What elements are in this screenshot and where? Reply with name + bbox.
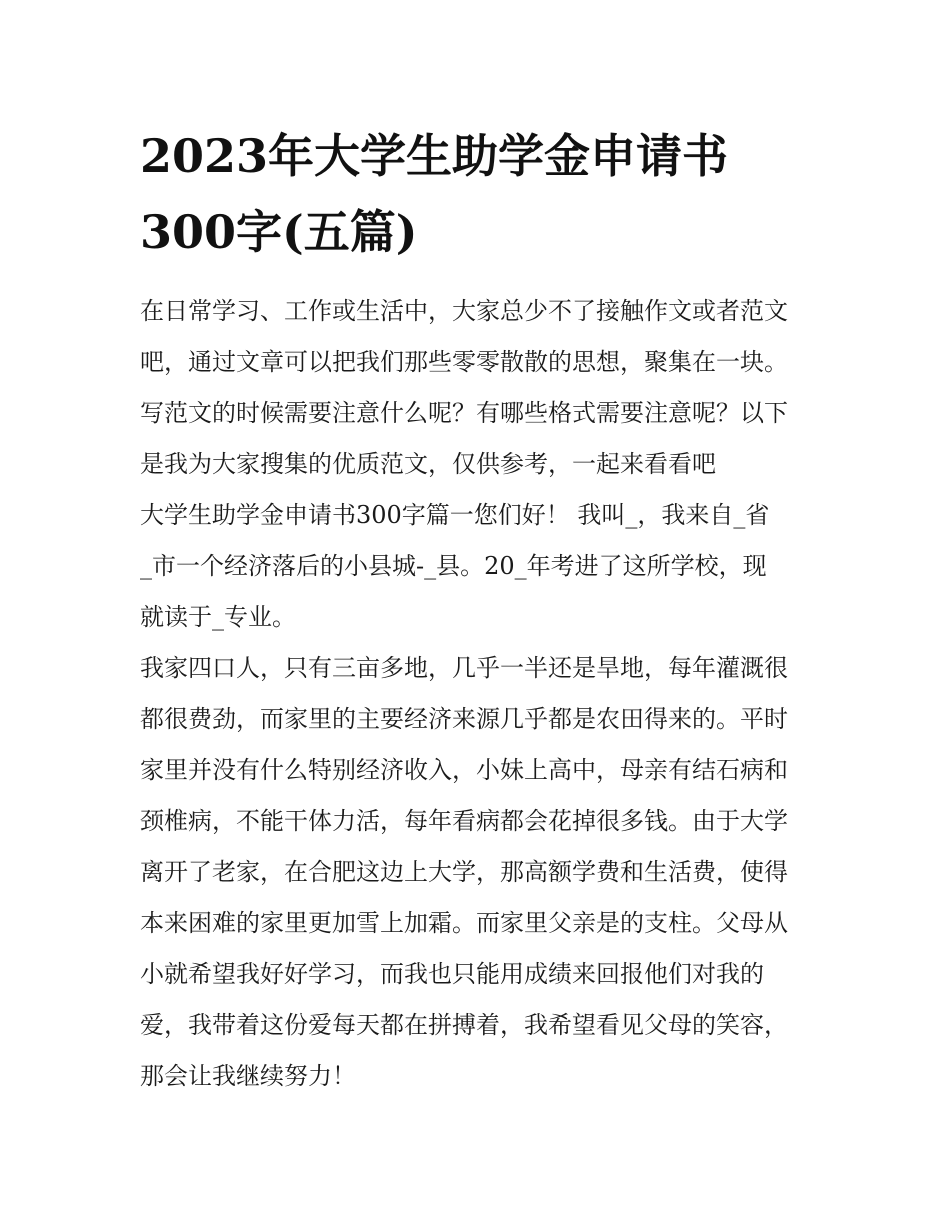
- body-line: 家里并没有什么特别经济收入，小妹上高中，母亲有结石病和: [140, 756, 788, 784]
- body-line: 我家四口人，只有三亩多地，几乎一半还是旱地，每年灌溉很: [140, 654, 788, 682]
- body-line: _市一个经济落后的小县城-_县。20_年考进了这所学校，现: [140, 552, 767, 580]
- title-line: 300字(五篇): [140, 205, 418, 259]
- body-line: 颈椎病，不能干体力活，每年看病都会花掉很多钱。由于大学: [140, 807, 788, 835]
- body-line: 离开了老家，在合肥这边上大学，那高额学费和生活费，使得: [140, 858, 788, 886]
- body-line: 小就希望我好好学习，而我也只能用成绩来回报他们对我的: [140, 960, 764, 988]
- body-line: 都很费劲，而家里的主要经济来源几乎都是农田得来的。平时: [140, 705, 788, 733]
- body-line: 爱，我带着这份爱每天都在拼搏着，我希望看见父母的笑容，: [140, 1011, 788, 1039]
- body-line: 写范文的时候需要注意什么呢？有哪些格式需要注意呢？以下: [140, 399, 788, 427]
- title-line: 2023年大学生助学金申请书: [140, 129, 729, 183]
- body-line: 是我为大家搜集的优质范文，仅供参考，一起来看看吧: [140, 450, 716, 478]
- body-line: 那会让我继续努力！: [140, 1062, 356, 1090]
- body-line: 吧，通过文章可以把我们那些零零散散的思想，聚集在一块。: [140, 348, 788, 376]
- body-line: 大学生助学金申请书300字篇一您们好！ 我叫_，我来自_省: [140, 501, 770, 529]
- document-content: [140, 118, 815, 1102]
- document-title: [140, 118, 815, 270]
- document-body: [140, 286, 815, 1102]
- body-line: 在日常学习、工作或生活中，大家总少不了接触作文或者范文: [140, 297, 788, 325]
- body-line: 本来困难的家里更加雪上加霜。而家里父亲是的支柱。父母从: [140, 909, 788, 937]
- body-line: 就读于_专业。: [140, 603, 296, 631]
